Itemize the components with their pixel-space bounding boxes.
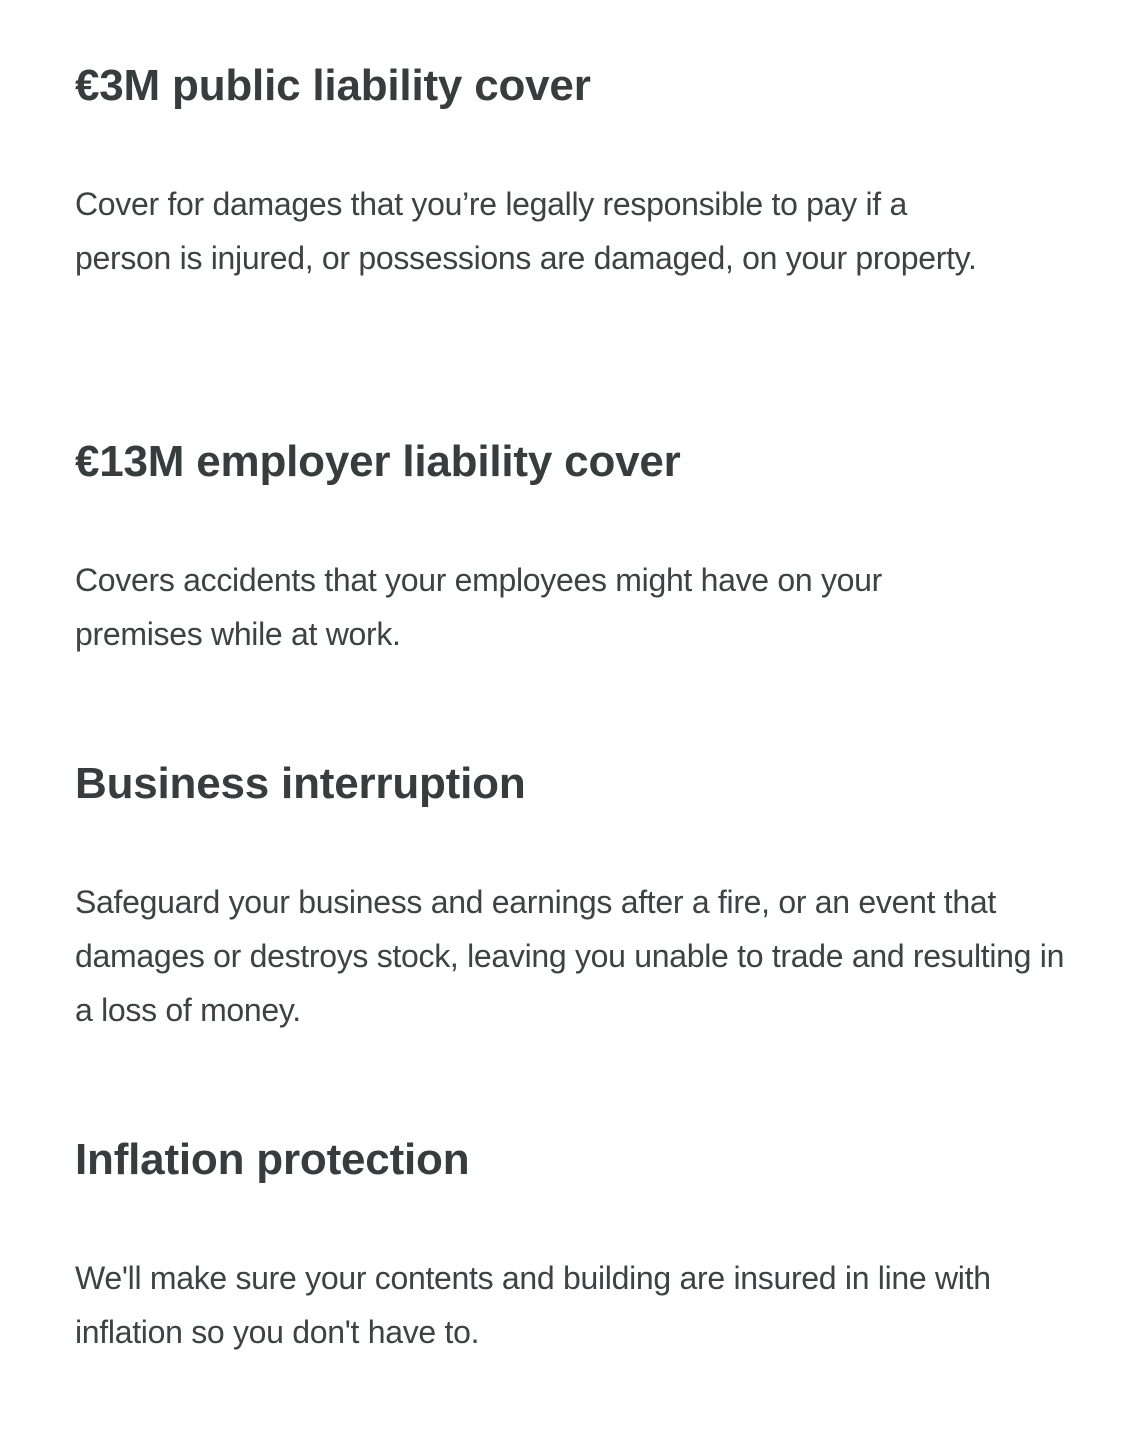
feature-business-interruption [75,757,1065,1037]
feature-title: €13M employer liability cover [75,437,681,486]
feature-public-liability [75,59,1065,285]
feature-employer-liability [75,435,1065,661]
feature-description: We'll make sure your contents and building are insured in line with inflation so you don't have to. [75,1260,991,1350]
feature-title: Business interruption [75,759,526,808]
feature-description: Covers accidents that your employees might have on your premises while at work. [75,562,883,652]
feature-description: Safeguard your business and earnings after a fire, or an event that damages or destroys stock, leaving you unable to trade and resulting in a loss of money. [75,884,1065,1028]
feature-title: Inflation protection [75,1135,470,1184]
feature-description: Cover for damages that you’re legally responsible to pay if a person is injured, or possessions are damaged, on your property. [75,186,977,276]
feature-title: €3M public liability cover [75,61,591,110]
feature-inflation-protection [75,1133,1065,1359]
